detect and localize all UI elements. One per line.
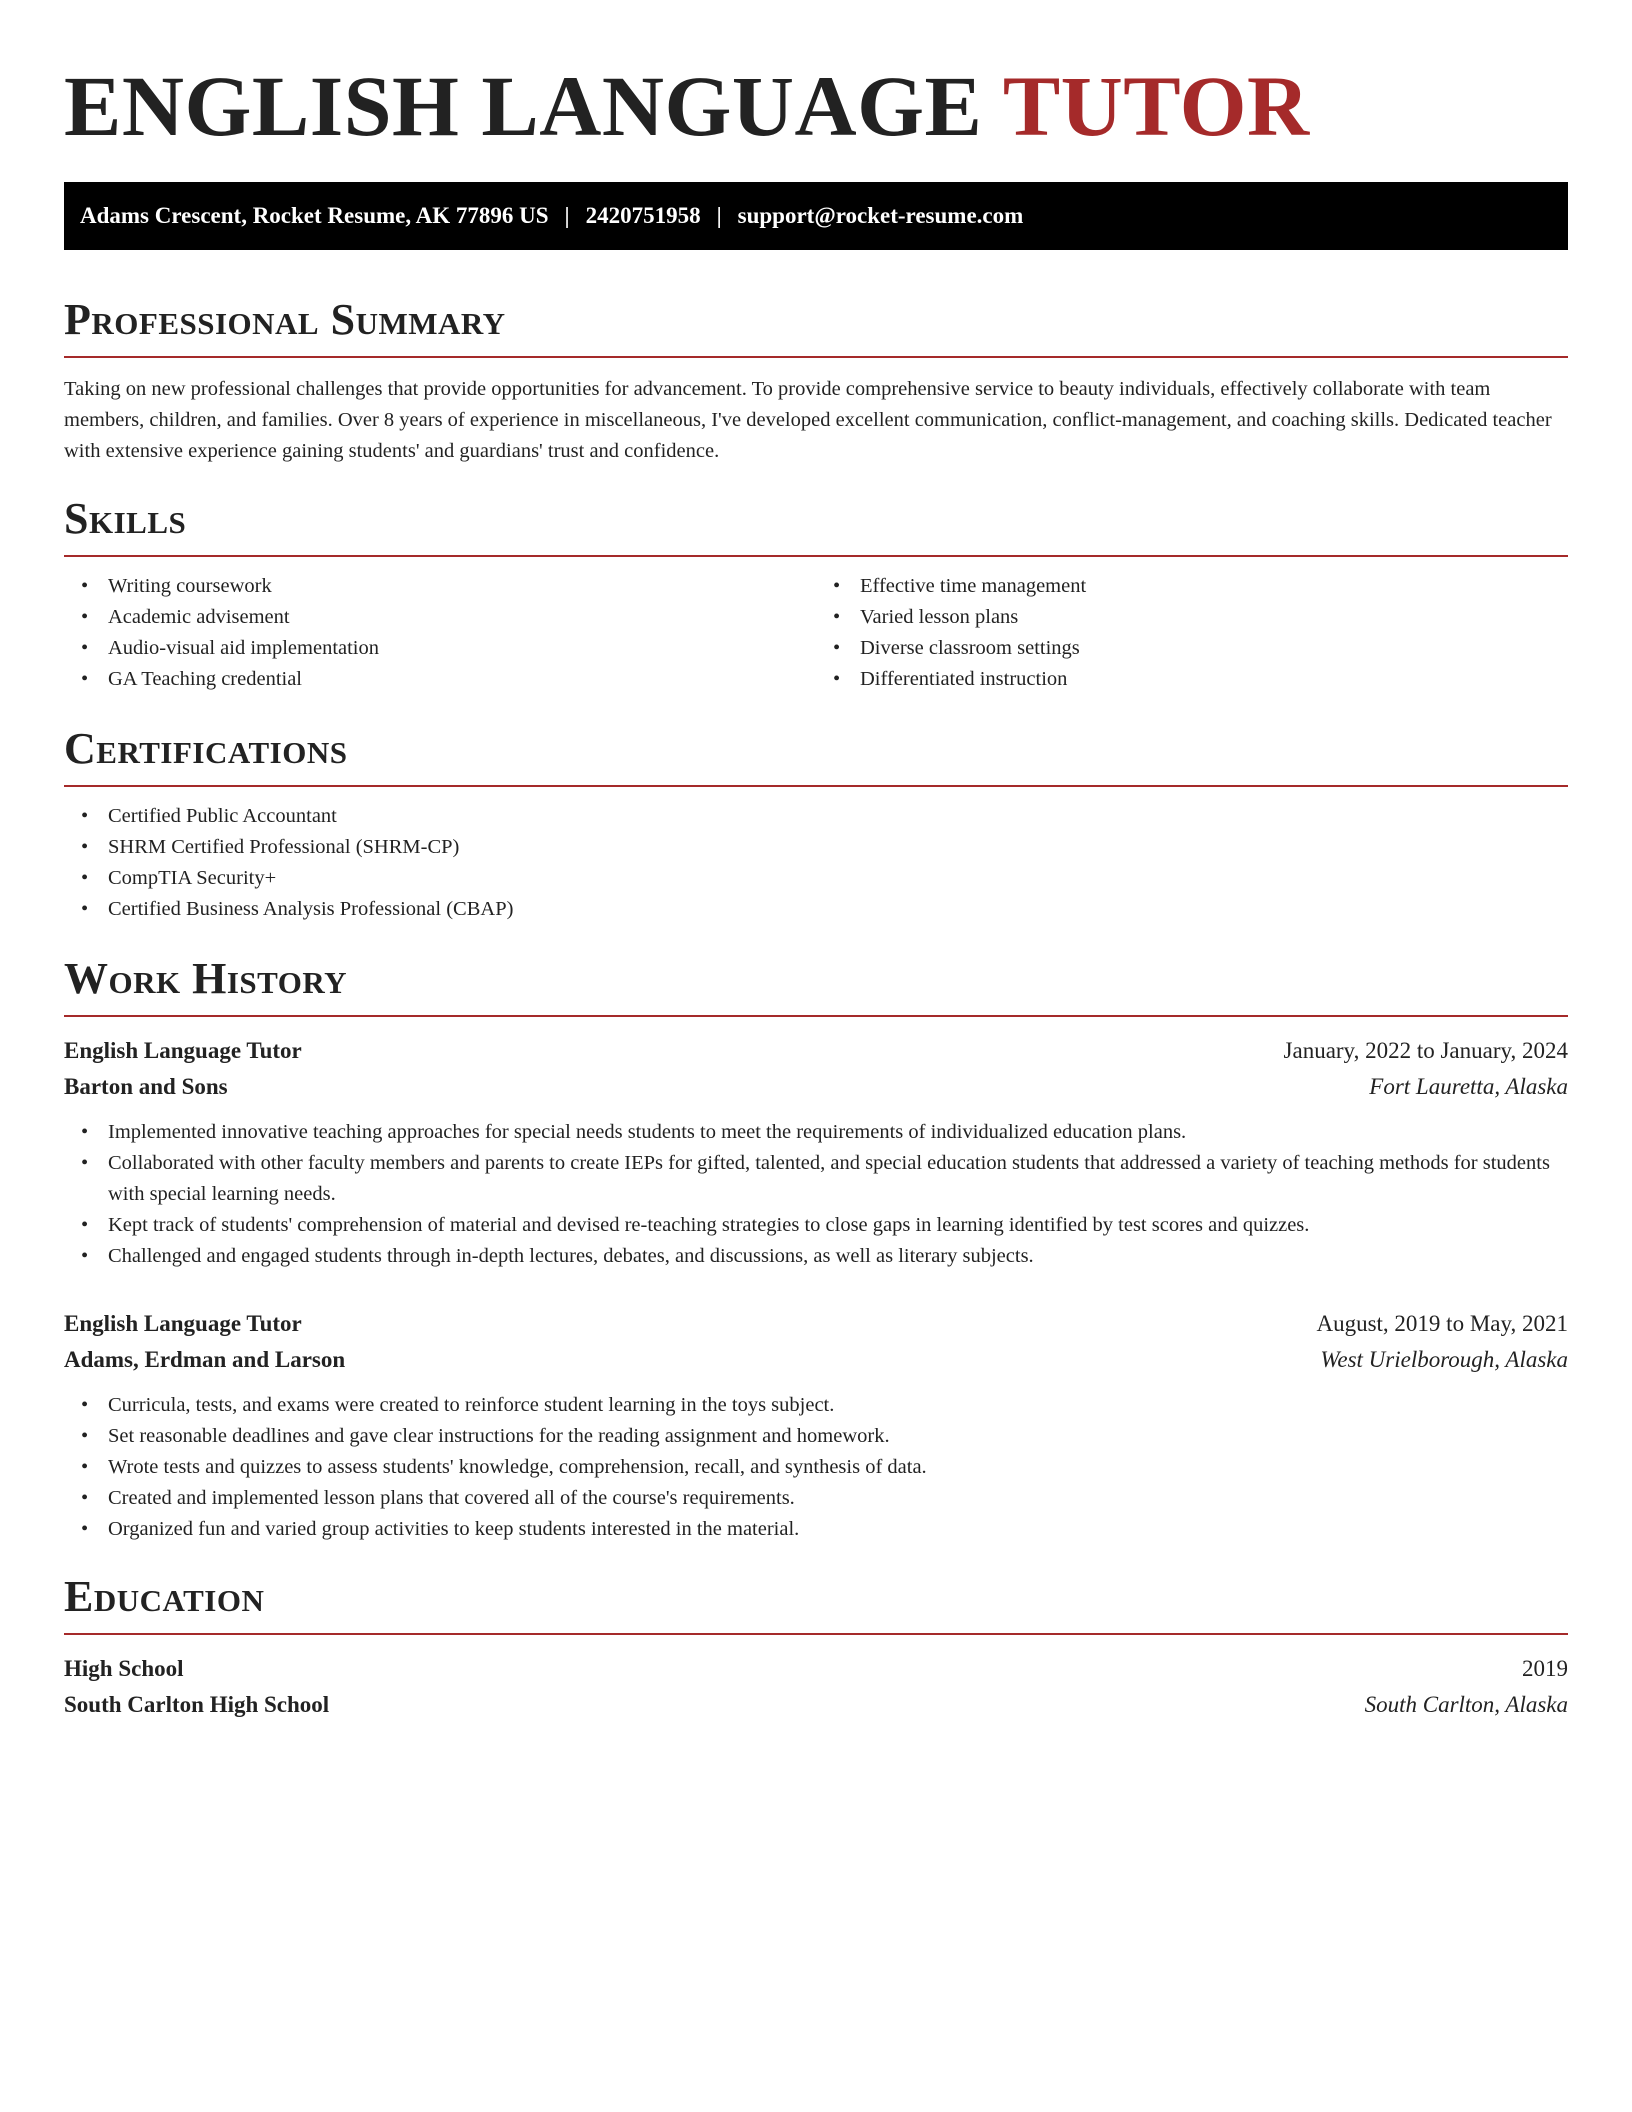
certification-item: • CompTIA Security+ — [108, 863, 1568, 894]
section-divider — [64, 356, 1568, 358]
job-header-row — [64, 1306, 1568, 1342]
job-entry — [64, 1033, 1568, 1272]
contact-separator: | — [564, 203, 570, 228]
skills-grid — [64, 571, 1568, 695]
summary-text: Taking on new professional challenges that provide opportunities for advancement. To provide comprehensive service to beauty individuals, effectively collaborate with team members, children, and families. Over 8 years of experience in miscellaneous, I've developed excellent communication, conflict-management, and coaching skills. Dedicated teacher with extensive experience gaining students' and guardians' trust and confidence. — [64, 378, 1552, 462]
job-duty-item: • Created and implemented lesson plans that covered all of the course's requirements. — [108, 1483, 1568, 1514]
education-location: South Carlton, Alaska — [1364, 1692, 1568, 1717]
skills-section — [64, 493, 1568, 695]
contact-bar — [64, 182, 1568, 250]
contact-email[interactable]: support@rocket-resume.com — [737, 203, 1024, 228]
skills-list-right — [816, 571, 1568, 695]
job-location: West Urielborough, Alaska — [1320, 1347, 1568, 1372]
contact-address: Adams Crescent, Rocket Resume, AK 77896 US — [80, 203, 549, 228]
skill-item: • GA Teaching credential — [108, 664, 816, 695]
education-heading: Education — [64, 1572, 265, 1621]
job-company-row — [64, 1342, 1568, 1378]
certification-item: • Certified Business Analysis Professional (CBAP) — [108, 894, 1568, 925]
skill-item: • Academic advisement — [108, 602, 816, 633]
job-entry — [64, 1306, 1568, 1545]
job-header-row — [64, 1033, 1568, 1069]
job-dates: January, 2022 to January, 2024 — [1283, 1038, 1568, 1063]
certifications-list — [64, 801, 1568, 925]
job-duties-list — [64, 1117, 1568, 1272]
education-entry — [64, 1651, 1568, 1723]
contact-phone[interactable]: 2420751958 — [585, 203, 701, 228]
education-school: South Carlton High School — [64, 1692, 330, 1717]
certification-item: • Certified Public Accountant — [108, 801, 1568, 832]
title-main: ENGLISH LANGUAGE — [64, 58, 983, 154]
summary-heading: Professional Summary — [64, 295, 506, 344]
skill-item: • Diverse classroom settings — [860, 633, 1568, 664]
contact-separator: | — [716, 203, 722, 228]
job-company: Barton and Sons — [64, 1074, 228, 1099]
job-title: English Language Tutor — [64, 1311, 302, 1336]
certifications-section — [64, 723, 1568, 925]
education-school-row — [64, 1687, 1568, 1723]
resume-title — [64, 58, 1568, 154]
education-section — [64, 1571, 1568, 1723]
skills-column-right — [816, 571, 1568, 695]
skill-item: • Effective time management — [860, 571, 1568, 602]
work-history-section — [64, 953, 1568, 1545]
certification-item: • SHRM Certified Professional (SHRM-CP) — [108, 832, 1568, 863]
section-divider — [64, 555, 1568, 557]
skills-list-left — [64, 571, 816, 695]
work-history-heading: Work History — [64, 954, 348, 1003]
section-divider — [64, 785, 1568, 787]
skills-heading: Skills — [64, 494, 187, 543]
skill-item: • Varied lesson plans — [860, 602, 1568, 633]
certifications-heading: Certifications — [64, 724, 348, 773]
job-duty-item: • Set reasonable deadlines and gave clear instructions for the reading assignment and homework. — [108, 1421, 1568, 1452]
job-dates: August, 2019 to May, 2021 — [1316, 1311, 1568, 1336]
job-duty-item: • Kept track of students' comprehension of material and devised re-teaching strategies to close gaps in learning identified by test scores and quizzes. — [108, 1210, 1568, 1241]
job-title: English Language Tutor — [64, 1038, 302, 1063]
skill-item: • Differentiated instruction — [860, 664, 1568, 695]
section-divider — [64, 1015, 1568, 1017]
job-duties-list — [64, 1390, 1568, 1545]
skill-item: • Audio-visual aid implementation — [108, 633, 816, 664]
job-duty-item: • Challenged and engaged students through in-depth lectures, debates, and discussions, as well as literary subjects. — [108, 1241, 1568, 1272]
job-duty-item: • Curricula, tests, and exams were created to reinforce student learning in the toys subject. — [108, 1390, 1568, 1421]
skills-column-left — [64, 571, 816, 695]
summary-section — [64, 294, 1568, 467]
skill-item: • Writing coursework — [108, 571, 816, 602]
education-year: 2019 — [1522, 1656, 1568, 1681]
education-degree: High School — [64, 1656, 184, 1681]
job-location: Fort Lauretta, Alaska — [1369, 1074, 1568, 1099]
section-divider — [64, 1633, 1568, 1635]
job-duty-item: • Organized fun and varied group activities to keep students interested in the material. — [108, 1514, 1568, 1545]
job-duty-item: • Implemented innovative teaching approaches for special needs students to meet the requirements of individualized education plans. — [108, 1117, 1568, 1148]
job-company-row — [64, 1069, 1568, 1105]
job-company: Adams, Erdman and Larson — [64, 1347, 346, 1372]
education-degree-row — [64, 1651, 1568, 1687]
job-duty-item: • Wrote tests and quizzes to assess students' knowledge, comprehension, recall, and synthesis of data. — [108, 1452, 1568, 1483]
job-duty-item: • Collaborated with other faculty members and parents to create IEPs for gifted, talented, and special education students that addressed a variety of teaching methods for students with special learning needs. — [108, 1148, 1568, 1210]
title-accent: TUTOR — [1002, 58, 1310, 154]
